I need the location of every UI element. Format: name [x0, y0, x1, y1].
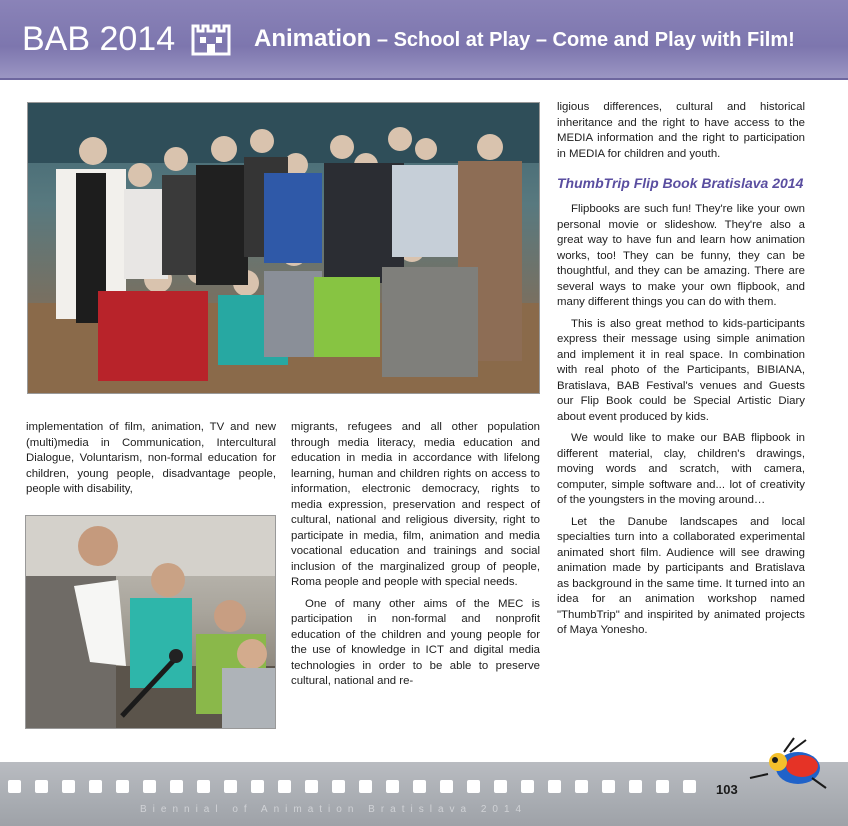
film-hole [656, 780, 669, 793]
film-hole [251, 780, 264, 793]
film-hole [332, 780, 345, 793]
film-hole [386, 780, 399, 793]
column3-paragraph-3: This is also great method to kids-participants express their message using simple animation and implement it in real space. In combination with real photo of the Participants, BIBIANA, Bratislava, BAB Festival's venues and Guests our Flip Book could be Special Artistic Diary about event produced by kids. [557, 317, 805, 423]
group-photo [27, 102, 540, 394]
bug-mascot-icon [748, 734, 832, 792]
page-title [254, 25, 795, 53]
film-hole [62, 780, 75, 793]
film-hole [440, 780, 453, 793]
film-hole [629, 780, 642, 793]
film-hole [143, 780, 156, 793]
group-photo-illustration [28, 103, 539, 393]
title-subtitle: – School at Play – Come and Play with Film! [371, 29, 795, 51]
castle-icon [191, 20, 231, 56]
column3-paragraph-5: Let the Danube landscapes and local specialties turn into a collaborated experimental animated short film. Audience will see drawing animation made by participants and Bratislava as background in the same time. It turned into an idea for an animation workshop named "ThumbTrip" and inspirited by animated projects of Maya Yonesho. [557, 515, 805, 636]
brand-title: BAB 2014 [22, 20, 176, 58]
film-label: Biennial of Animation Bratislava 2014 [140, 804, 528, 815]
film-hole [548, 780, 561, 793]
film-hole [116, 780, 129, 793]
film-hole [170, 780, 183, 793]
film-hole [521, 780, 534, 793]
column1-paragraph: implementation of film, animation, TV and new (multi)media in Communication, Intercultural Dialogue, Voluntarism, non-formal education for children, young people, disadvantage people, people with disability, [26, 421, 276, 495]
film-hole [224, 780, 237, 793]
text-column-1 [26, 420, 276, 504]
column3-paragraph-1: ligious differences, cultural and historical inheritance and the right to have access to the MEDIA information and the right to participation in MEDIA for children and youth. [557, 101, 805, 160]
film-hole [413, 780, 426, 793]
film-hole [197, 780, 210, 793]
title-main: Animation [254, 25, 372, 52]
film-hole [8, 780, 21, 793]
studio-photo [25, 515, 276, 729]
film-hole [278, 780, 291, 793]
film-hole [494, 780, 507, 793]
film-hole [602, 780, 615, 793]
film-hole [359, 780, 372, 793]
text-column-3 [557, 100, 805, 645]
film-hole [89, 780, 102, 793]
studio-photo-illustration [26, 516, 275, 728]
page-number: 103 [716, 782, 738, 797]
film-hole [575, 780, 588, 793]
column3-paragraph-4: We would like to make our BAB flipbook in different material, clay, children's drawings, moving words and scratch, with camera, computer, simple software and... lot of creativity of the youngsters in the moving around… [557, 432, 805, 506]
film-hole [683, 780, 696, 793]
page-header [0, 0, 848, 80]
column3-paragraph-2: Flipbooks are such fun! They're like your own personal movie or slideshow. They're also a great way to have fun and learn how animation works, too! They can be funny, they can be thoughtful, and they can be amazing. There are several ways to make your own flipbook, and many different things you can do with them. [557, 203, 805, 308]
section-heading: ThumbTrip Flip Book Bratislava 2014 [557, 175, 804, 191]
text-column-2 [291, 420, 540, 696]
film-hole [467, 780, 480, 793]
column2-paragraph-2: One of many other aims of the MEC is participation in non-formal and nonprofit education of the children and young people for the use of knowledge in ICT and digital media technologies in order to be able to preserve cultural, national and re- [291, 597, 540, 687]
film-hole [35, 780, 48, 793]
film-hole [305, 780, 318, 793]
column2-paragraph-1: migrants, refugees and all other population through media literacy, media education and education in media in accordance with lifelong learning, human and children rights on access to information, electronic democracy, rights to media expression, preservation and respect of cultural, national and religious diversity, right to participate in media, film, animation and media vocational education and trainings and social inclusion of the marginalized group of people, Roma people and people with special needs. [291, 421, 540, 588]
